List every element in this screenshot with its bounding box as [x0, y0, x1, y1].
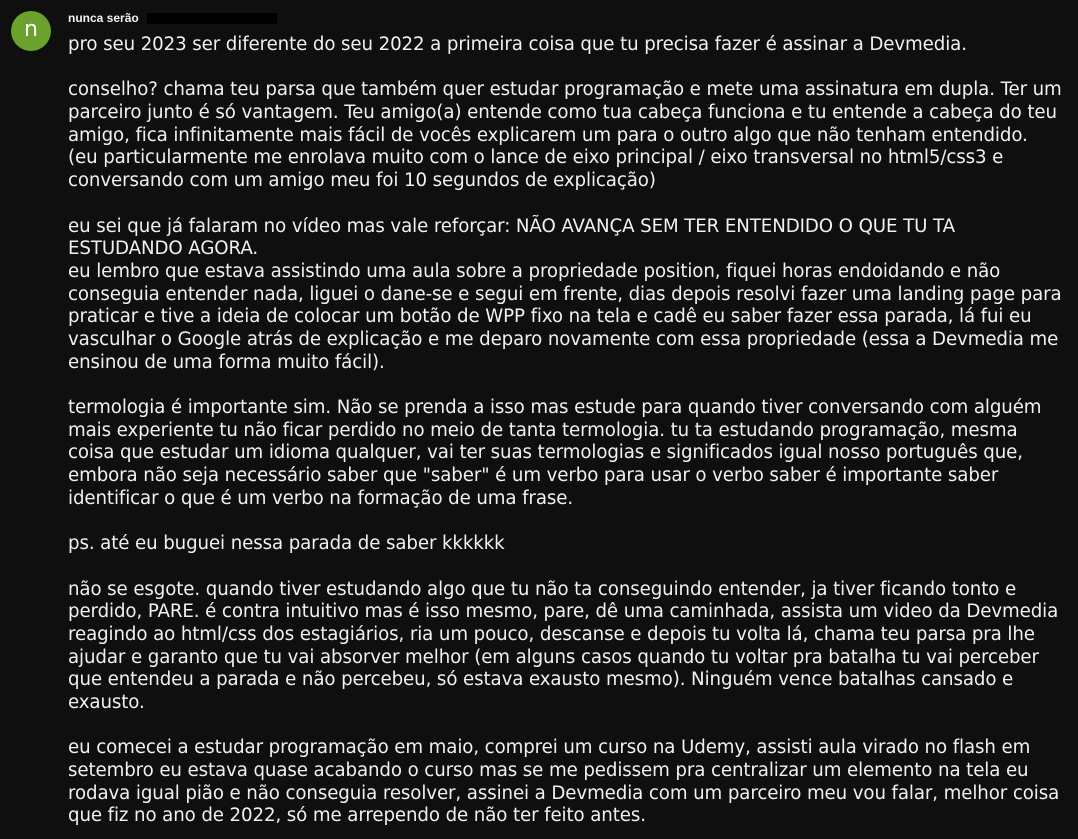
comment-line: ESTUDANDO AGORA. [68, 238, 259, 260]
comment-line: exausto. [68, 691, 145, 713]
comment-line: conseguia entender nada, liguei o dane-se e segui em frente, dias depois resolvi fazer uma landing page para [68, 283, 1062, 305]
paragraph-gap [68, 374, 1068, 397]
comment-line: conselho? chama teu parsa que também quer estudar programação e mete uma assinatura em dupla. Ter um [68, 79, 1062, 101]
comment-line: (eu particularmente me enrolava muito com o lance de eixo principal / eixo transversal no html5/css3 e [68, 147, 1004, 169]
comment-paragraph [68, 533, 1068, 556]
comment-line: ps. até eu buguei nessa parada de saber kkkkkk [68, 533, 505, 555]
comment-paragraph [68, 79, 1068, 192]
comment-paragraph [68, 737, 1068, 828]
comment-line: eu comecei a estudar programação em maio, comprei um curso na Udemy, assisti aula virado no flash em [68, 737, 1031, 759]
redaction-bar [147, 13, 277, 24]
paragraph-gap [68, 193, 1068, 216]
comment-line: pro seu 2023 ser diferente do seu 2022 a primeira coisa que tu precisa fazer é assinar a Devmedia. [68, 34, 967, 55]
comment-text [68, 34, 1068, 828]
comment-line: identificar o que é um verbo na formação de uma frase. [68, 487, 574, 509]
comment-line: eu sei que já falaram no vídeo mas vale reforçar: NÃO AVANÇA SEM TER ENTENDIDO O QUE TU TA [68, 215, 955, 237]
comment-header [68, 10, 277, 26]
comment-line: ajudar e garanto que tu vai absorver melhor (em alguns casos quando tu voltar pra batalha tu vai perceber [68, 646, 1039, 668]
comment-line: que entendeu a parada e não percebeu, só estava exausto mesmo). Ninguém vence batalhas cansado e [68, 669, 1014, 691]
comment-line: embora não seja necessário saber que "saber" é um verbo para usar o verbo saber é importante saber [68, 465, 999, 487]
comment-line: ensinou de uma forma muito fácil). [68, 351, 385, 373]
comment-line: parceiro junto é só vantagem. Teu amigo(a) entende como tua cabeça funciona e tu entende a cabeça do teu [68, 102, 1057, 124]
author-name[interactable]: nunca serão [68, 11, 139, 25]
comment-paragraph [68, 397, 1068, 510]
comment-line: coisa que estudar um idioma qualquer, vai ter suas termologias e significados igual nosso português que, [68, 442, 1023, 464]
comment-line: reagindo ao html/css dos estagiários, ria um pouco, descanse e depois tu volta lá, chama teu parsa pra lhe [68, 623, 1035, 645]
comment-line: que fiz no ano de 2022, só me arrependo de não ter feito antes. [68, 805, 646, 827]
avatar[interactable]: n [11, 11, 51, 51]
paragraph-gap [68, 510, 1068, 533]
paragraph-gap [68, 57, 1068, 80]
comment-line: eu lembro que estava assistindo uma aula sobre a propriedade position, fiquei horas endoidando e não [68, 260, 1001, 282]
comment-line: vasculhar o Google atrás de explicação e me deparo novamente com essa propriedade (essa a Devmedia me [68, 328, 1059, 350]
comment-line: mais experiente tu não ficar perdido no meio de tanta termologia. tu ta estudando programação, mesma [68, 419, 1018, 441]
comment-paragraph [68, 216, 1068, 375]
comment-line: termologia é importante sim. Não se prenda a isso mas estude para quando tiver conversando com alguém [68, 397, 1042, 418]
comment-paragraph [68, 34, 1068, 57]
comment-line: setembro eu estava quase acabando o curso mas se me pedissem pra centralizar um elemento na tela eu [68, 760, 1029, 781]
paragraph-gap [68, 715, 1068, 738]
comment-paragraph [68, 579, 1068, 715]
comment-line: praticar e tive a ideia de colocar um botão de WPP fixo na tela e cadê eu saber fazer essa parada, lá fui eu [68, 306, 1032, 328]
comment-line: conversando com um amigo meu foi 10 segundos de explicação) [68, 170, 656, 192]
paragraph-gap [68, 556, 1068, 579]
comment-line: não se esgote. quando tiver estudando algo que tu não ta conseguindo entender, ja tiver ficando tonto e [68, 578, 1017, 600]
comment-line: amigo, fica infinitamente mais fácil de vocês explicarem um para o outro algo que não tenham entendido. [68, 124, 1028, 146]
comment-line: perdido, PARE. é contra intuitivo mas é isso mesmo, pare, dê uma caminhada, assista um video da Devmedia [68, 601, 1059, 623]
comment-line: rodava igual pião e não conseguia resolver, assinei a Devmedia com um parceiro meu vou falar, melhor coisa [68, 782, 1060, 804]
